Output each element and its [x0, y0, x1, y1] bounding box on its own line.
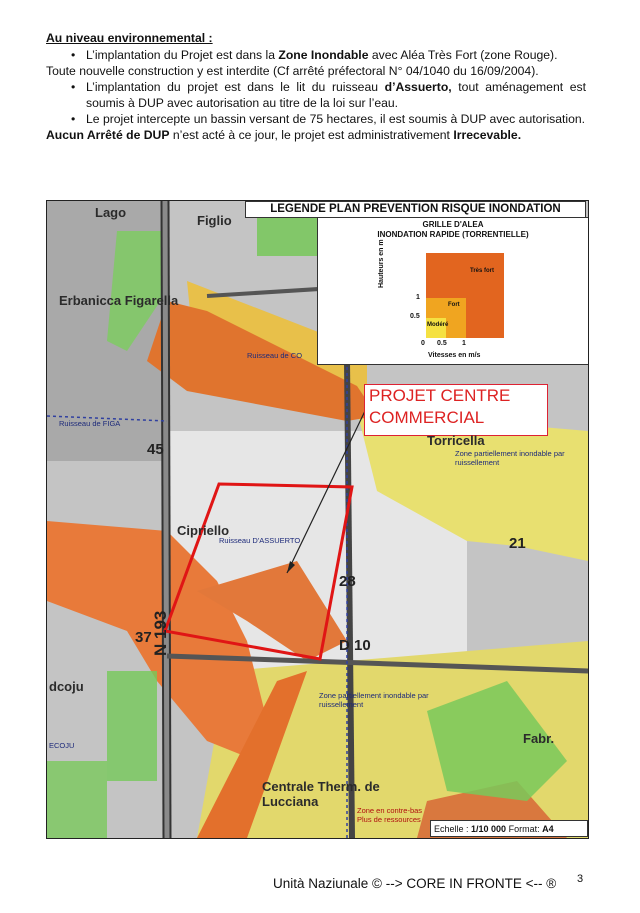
- projet-label: PROJET CENTRE COMMERCIAL: [364, 384, 548, 436]
- grid-x-tick: 1: [462, 340, 466, 347]
- label-ruisseau-figa: Ruisseau de FIGA: [59, 419, 121, 428]
- bullet-bassin: • Le projet intercepte un bassin versant de 75 hectares, il est soumis à DUP avec autorisation.: [86, 111, 586, 127]
- flood-risk-map: [46, 200, 589, 839]
- bullet-list-1: [46, 47, 586, 63]
- grid-title: GRILLE D'ALEA: [422, 220, 484, 229]
- scale-value: 1/10 000: [471, 824, 507, 834]
- paragraph-dup: [46, 127, 586, 143]
- bullet-zone-inondable: [86, 47, 586, 63]
- bullet1-text-end: avec Aléa Très Fort (zone Rouge).: [368, 48, 558, 62]
- grid-y-tick: 0.5: [410, 313, 420, 320]
- bullet1-text: L’implantation du Projet est dans la: [86, 48, 279, 62]
- place-torricella: Torricella: [427, 433, 485, 448]
- place-fabr: Fabr.: [523, 731, 555, 746]
- green-zone-sw: [107, 671, 157, 781]
- label-zone-contre-bas: Zone en contre-bas Plus de ressources: [357, 806, 423, 824]
- format-value: A4: [542, 824, 554, 834]
- road-label-n193: N 193: [151, 610, 170, 656]
- grid-y-axis-label: Hauteurs en m: [378, 239, 385, 288]
- paragraph-construction: Toute nouvelle construction y est interdite (Cf arrêté préfectoral N° 04/1040 du 16/09/2004).: [46, 64, 539, 78]
- place-lago: Lago: [95, 205, 127, 220]
- format-label: Format:: [506, 824, 543, 834]
- label-ruisseau-assuerto: Ruisseau D'ASSUERTO: [219, 536, 301, 545]
- para2-text: n’est acté à ce jour, le projet est administrativement: [169, 128, 454, 142]
- footer-signature: [273, 873, 584, 891]
- bullet2-text-end: tout aménagement est soumis à DUP avec autorisation au titre de la loi sur l’eau.: [86, 80, 586, 110]
- page-number: 3: [577, 873, 584, 885]
- label-ruisseau-co: Ruisseau de CO: [247, 351, 303, 360]
- grid-y-tick: 0: [421, 340, 425, 347]
- section-heading: Au niveau environnemental :: [46, 31, 213, 45]
- grid-subtitle: INONDATION RAPIDE (TORRENTIELLE): [377, 230, 529, 239]
- legend-title: LEGENDE PLAN PREVENTION RISQUE INONDATION: [245, 201, 586, 218]
- grid-x-tick: 0.5: [437, 340, 447, 347]
- place-erbanicca: Erbanicca Figarella: [59, 293, 179, 308]
- road-label-45: 45: [147, 441, 164, 458]
- place-figlio: Figlio: [197, 213, 232, 228]
- bullet2-text: L’implantation du projet est dans le lit du ruisseau: [86, 80, 385, 94]
- footer-text: Unità Naziunale © --> CORE IN FRONTE <-- ®: [273, 876, 557, 891]
- para2-bold1: Aucun Arrêté de DUP: [46, 128, 170, 142]
- cell-modere: [426, 318, 449, 338]
- scale-box: [430, 820, 588, 837]
- road-label-21: 21: [509, 535, 526, 552]
- bullet1-bold: Zone Inondable: [278, 48, 369, 62]
- road-label-28: 28: [339, 573, 356, 590]
- bullet2-bold: d’Assuerto,: [384, 80, 452, 94]
- label-ecoju: ECOJU: [49, 741, 75, 750]
- bullet-assuerto: [86, 79, 586, 111]
- alea-grid: [317, 217, 589, 365]
- road-label-37: 37: [135, 629, 152, 646]
- environment-section: [46, 30, 586, 143]
- cell-label-fort: Fort: [448, 302, 460, 308]
- bullet-list-2: [46, 79, 586, 127]
- label-zone-partielle-1: Zone partiellement inondable par ruissellement: [455, 449, 565, 467]
- grid-x-axis-label: Vitesses en m/s: [428, 352, 481, 359]
- place-cipriello: Cipriello: [177, 523, 230, 538]
- green-zone-corner: [47, 761, 107, 838]
- grid-y-tick: 1: [416, 294, 420, 301]
- cell-label-tres-fort: Très fort: [470, 268, 495, 274]
- para2-bold2: Irrecevable.: [453, 128, 522, 142]
- grid-squares: [318, 218, 588, 364]
- place-centrale: Centrale Therm. de Lucciana: [262, 779, 380, 809]
- place-cojo: dcoju: [49, 679, 84, 694]
- scale-label: Echelle :: [434, 824, 472, 834]
- cell-label-modere: Modéré: [427, 322, 449, 328]
- road-label-d10: D 10: [339, 637, 371, 654]
- label-zone-partielle-2: Zone partiellement inondable par ruissellement: [319, 691, 429, 709]
